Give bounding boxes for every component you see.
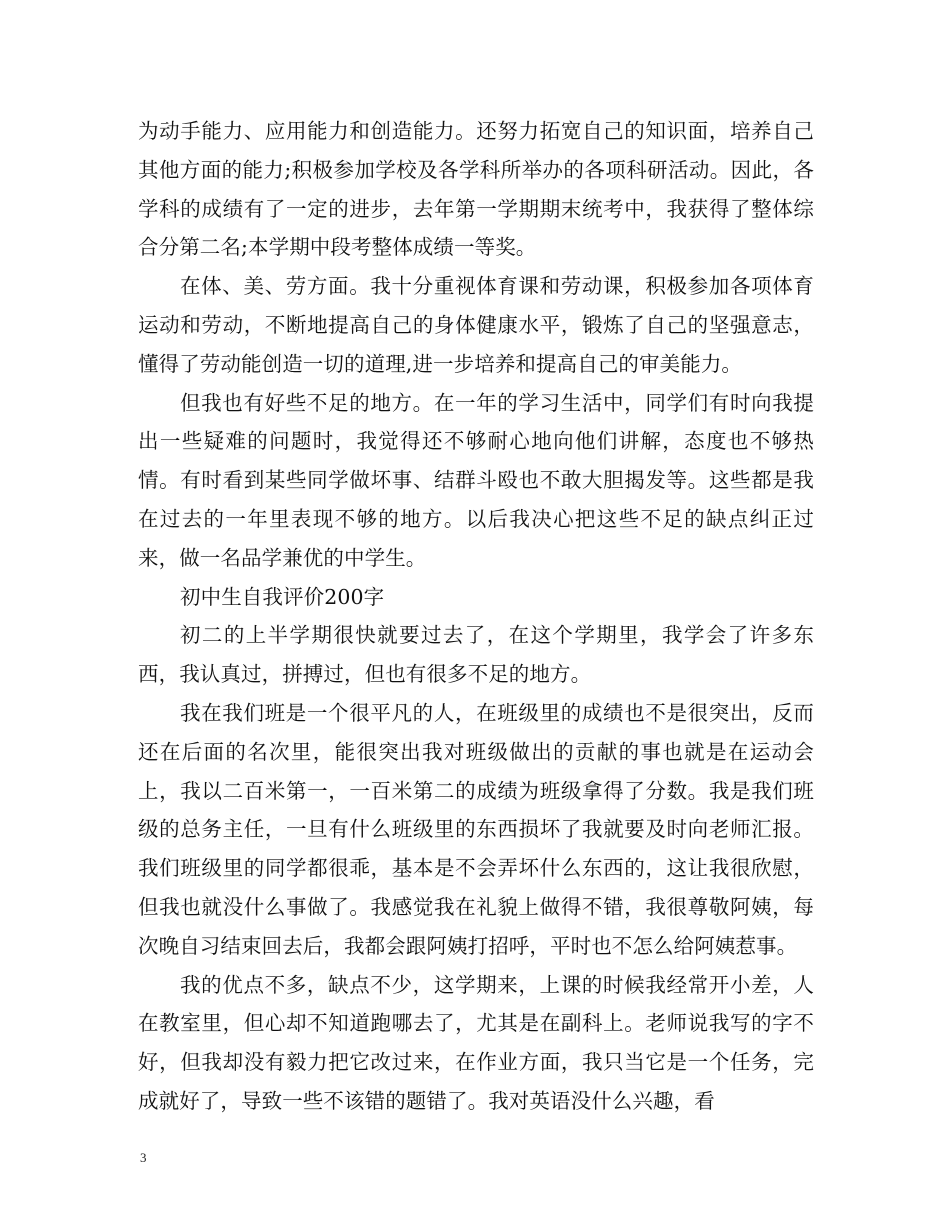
- page-number: 3: [140, 1150, 147, 1165]
- paragraph-5: 初二的上半学期很快就要过去了，在这个学期里，我学会了许多东西，我认真过，拼搏过，但也有很多不足的地方。: [138, 623, 814, 687]
- paragraph-1: 为动手能力、应用能力和创造能力。还努力拓宽自己的知识面，培养自己其他方面的能力;积极参加学校及各学科所举办的各项科研活动。因此，各学科的成绩有了一定的进步，去年第一学期期末统考中，我获得了整体综合分第二名;本学期中段考整体成绩一等奖。: [138, 119, 814, 260]
- paragraph-6: 我在我们班是一个很平凡的人，在班级里的成绩也不是很突出，反而还在后面的名次里，能很突出我对班级做出的贡献的事也就是在运动会上，我以二百米第一，一百米第二的成绩为班级拿得了分数。我是我们班级的总务主任，一旦有什么班级里的东西损坏了我就要及时向老师汇报。我们班级里的同学都很乖，基本是不会弄坏什么东西的，这让我很欣慰，但我也就没什么事做了。我感觉我在礼貌上做得不错，我很尊敬阿姨，每次晚自习结束回去后，我都会跟阿姨打招呼，平时也不怎么给阿姨惹事。: [138, 700, 814, 958]
- paragraph-2: 在体、美、劳方面。我十分重视体育课和劳动课，积极参加各项体育运动和劳动，不断地提高自己的身体健康水平，锻炼了自己的坚强意志，懂得了劳动能创造一切的道理,进一步培养和提高自己的审美能力。: [138, 274, 814, 376]
- paragraph-7: 我的优点不多，缺点不少，这学期来，上课的时候我经常开小差，人在教室里，但心却不知道跑哪去了，尤其是在副科上。老师说我写的字不好，但我却没有毅力把它改过来，在作业方面，我只当它是一个任务，完成就好了，导致一些不该错的题错了。我对英语没什么兴趣，看: [138, 972, 814, 1113]
- document-body: [138, 112, 814, 1121]
- section-heading: 初中生自我评价200字: [180, 584, 385, 609]
- paragraph-3: 但我也有好些不足的地方。在一年的学习生活中，同学们有时向我提出一些疑难的问题时，我觉得还不够耐心地向他们讲解，态度也不够热情。有时看到某些同学做坏事、结群斗殴也不敢大胆揭发等。这些都是我在过去的一年里表现不够的地方。以后我决心把这些不足的缺点纠正过来，做一名品学兼优的中学生。: [138, 390, 814, 570]
